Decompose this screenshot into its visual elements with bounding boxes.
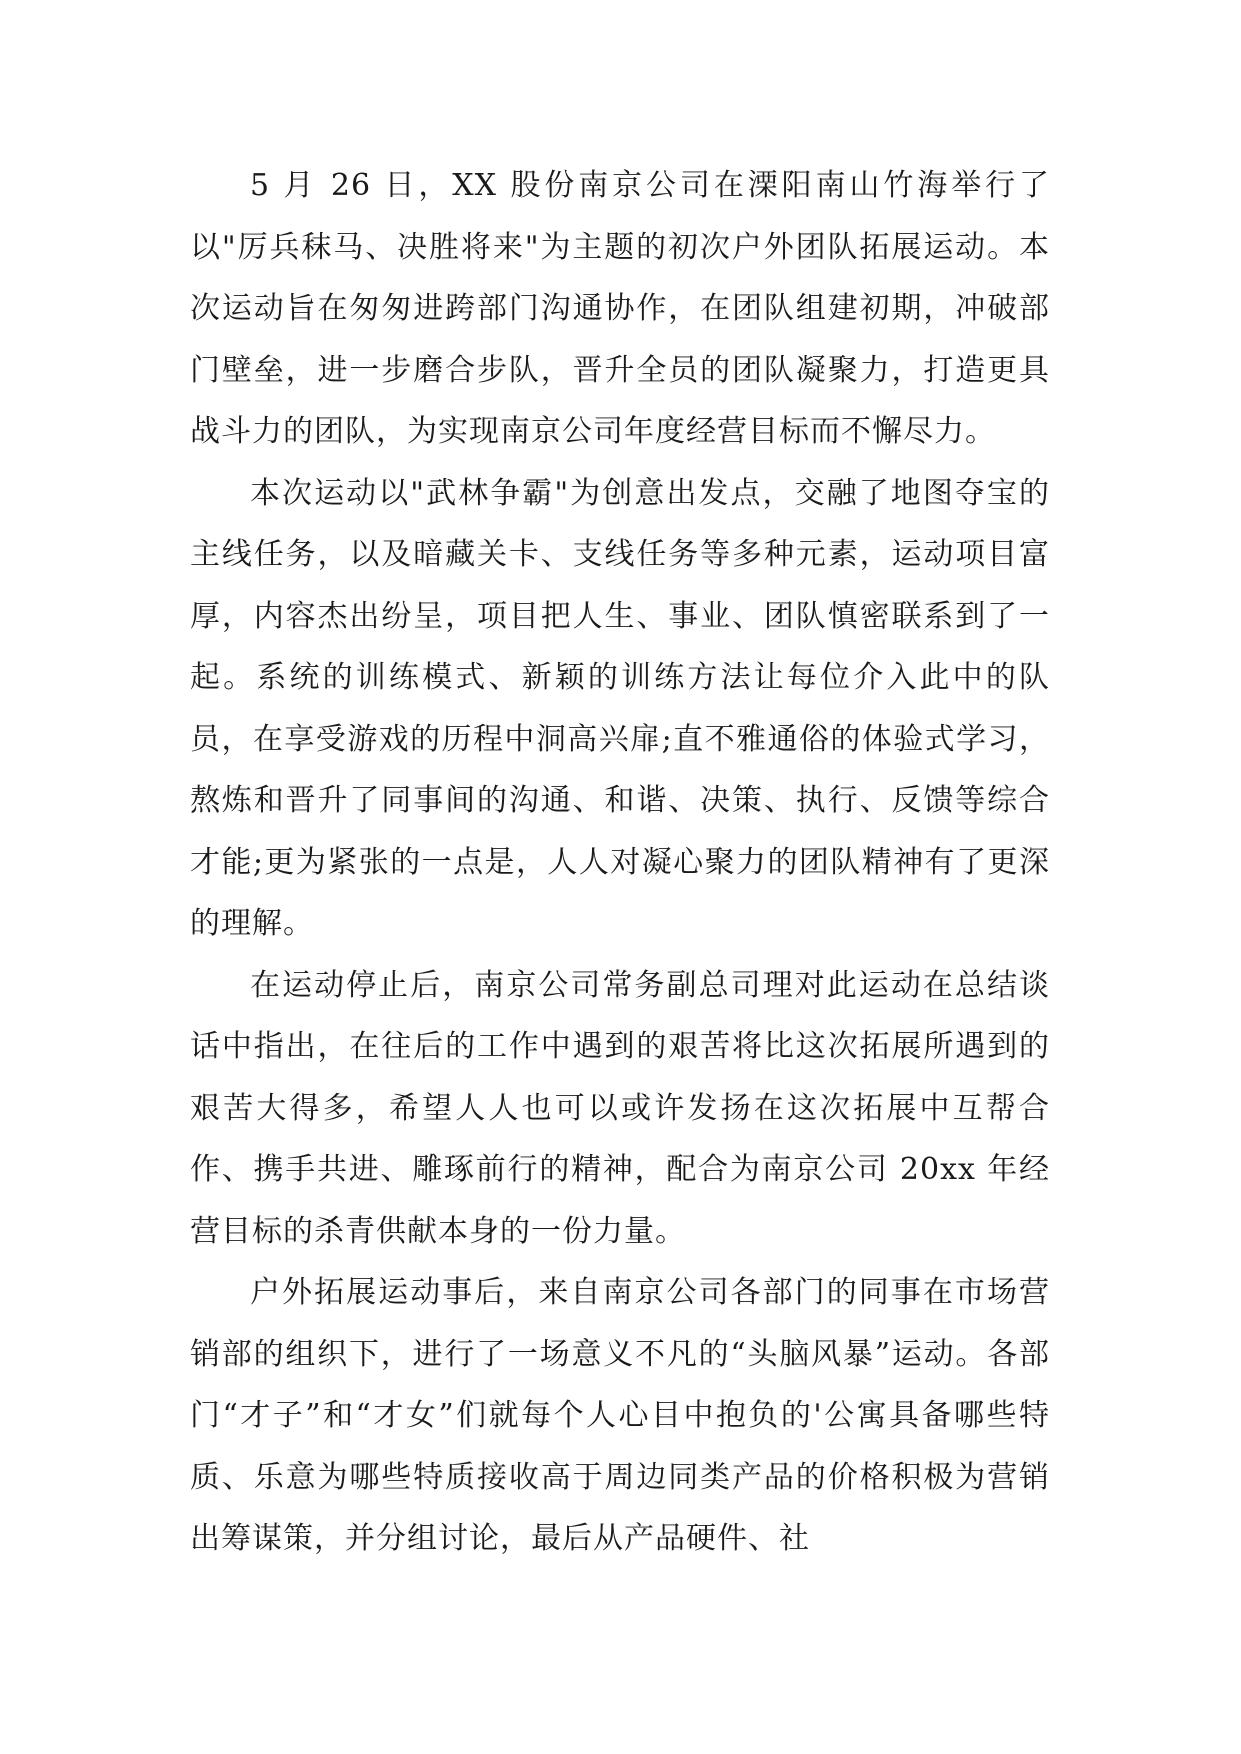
paragraph-3: 在运动停止后，南京公司常务副总司理对此运动在总结谈话中指出，在往后的工作中遇到的艰苦将比这次拓展所遇到的艰苦大得多，希望人人也可以或许发扬在这次拓展中互帮合作、携手共进、雕琢前行的精神，配合为南京公司 20xx 年经营目标的杀青供献本身的一份力量。 bbox=[190, 967, 1050, 1249]
paragraph-2: 本次运动以"武林争霸"为创意出发点，交融了地图夺宝的主线任务，以及暗藏关卡、支线任务等多种元素，运动项目富厚，内容杰出纷呈，项目把人生、事业、团队慎密联系到了一起。系统的训练模式、新颖的训练方法让每位介入此中的队员，在享受游戏的历程中洞高兴扉;直不雅通俗的体验式学习，熬炼和晋升了同事间的沟通、和谐、决策、执行、反馈等综合才能;更为紧张的一点是，人人对凝心聚力的团队精神有了更深的理解。 bbox=[190, 475, 1050, 941]
paragraph-1: 5 月 26 日，XX 股份南京公司在溧阳南山竹海举行了以"厉兵秣马、决胜将来"为主题的初次户外团队拓展运动。本次运动旨在匆匆进跨部门沟通协作，在团队组建初期，冲破部门壁垒，进一步磨合步队，晋升全员的团队凝聚力，打造更具战斗力的团队，为实现南京公司年度经营目标而不懈尽力。 bbox=[190, 168, 1050, 449]
document-body bbox=[190, 155, 1050, 1570]
paragraph-4: 户外拓展运动事后，来自南京公司各部门的同事在市场营销部的组织下，进行了一场意义不凡的“头脑风暴”运动。各部门“才子”和“才女”们就每个人心目中抱负的'公寓具备哪些特质、乐意为哪些特质接收高于周边同类产品的价格积极为营销出筹谋策，并分组讨论，最后从产品硬件、社 bbox=[190, 1275, 1050, 1556]
